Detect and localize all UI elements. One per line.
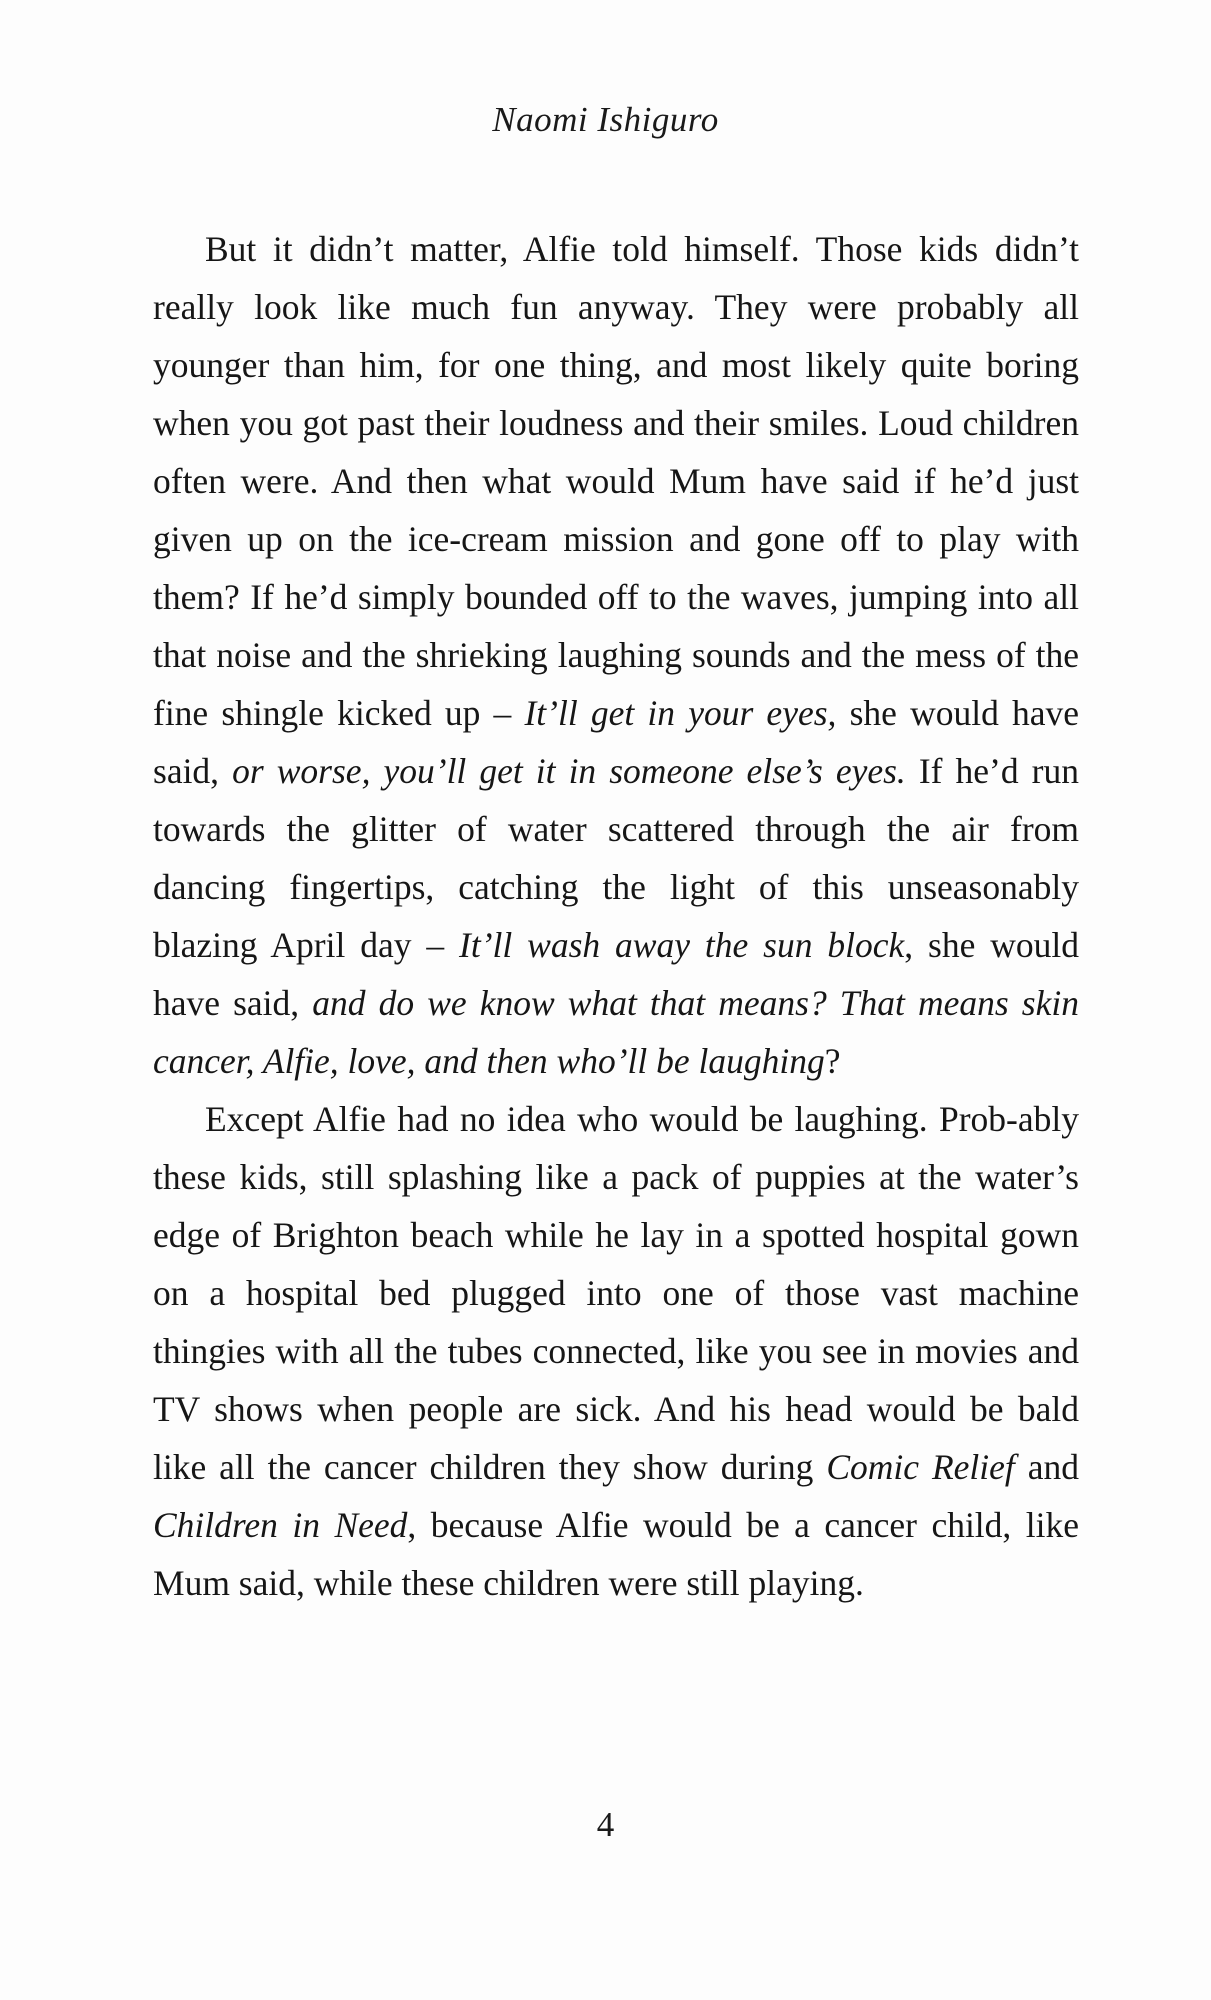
italic-segment: or worse, you’ll get it in someone else’s eyes.	[232, 751, 906, 791]
text-segment: If he’d run towards the glitter of water scattered through the air from dancing fingertips, catching the light of this unseasonably blazing April day –	[153, 751, 1079, 965]
text-segment: , she would have said,	[153, 925, 1079, 1023]
running-head-author: Naomi Ishiguro	[492, 100, 719, 139]
italic-segment: It’ll wash away the sun block	[459, 925, 905, 965]
body-text	[153, 220, 1079, 1612]
text-segment: and	[1014, 1447, 1079, 1487]
text-segment: But it didn’t matter, Alfie told himself. Those kids didn’t really look like much fun anyway. They were probably all younger than him, for one thing, and most likely quite boring when you got past their loudness and their smiles. Loud children often were. And then what would Mum have said if he’d just given up on the ice-cream mission and gone off to play with them? If he’d simply bounded off to the waves, jumping into all that noise and the shrieking laughing sounds and the mess of the fine shingle kicked up –	[153, 229, 1079, 733]
text-segment: she would have said,	[153, 693, 1079, 791]
italic-segment: Comic Relief	[826, 1447, 1015, 1487]
text-segment: , because Alfie would be a cancer child, like Mum said, while these children were still playing.	[153, 1505, 1079, 1603]
text-segment: ?	[824, 1041, 841, 1081]
paragraph-2	[153, 1090, 1079, 1612]
italic-segment: and do we know what that means? That means skin cancer, Alfie, love, and then who’ll be laughing	[153, 983, 1079, 1081]
italic-segment: Children in Need	[153, 1505, 408, 1545]
paragraph-1	[153, 220, 1079, 1090]
italic-segment: It’ll get in your eyes,	[524, 693, 837, 733]
text-segment: Except Alfie had no idea who would be laughing. Prob-ably these kids, still splashing like a pack of puppies at the water’s edge of Brighton beach while he lay in a spotted hospital gown on a hospital bed plugged into one of those vast machine thingies with all the tubes connected, like you see in movies and TV shows when people are sick. And his head would be bald like all the cancer children they show during	[153, 1099, 1079, 1487]
page-number: 4	[596, 1805, 615, 1844]
